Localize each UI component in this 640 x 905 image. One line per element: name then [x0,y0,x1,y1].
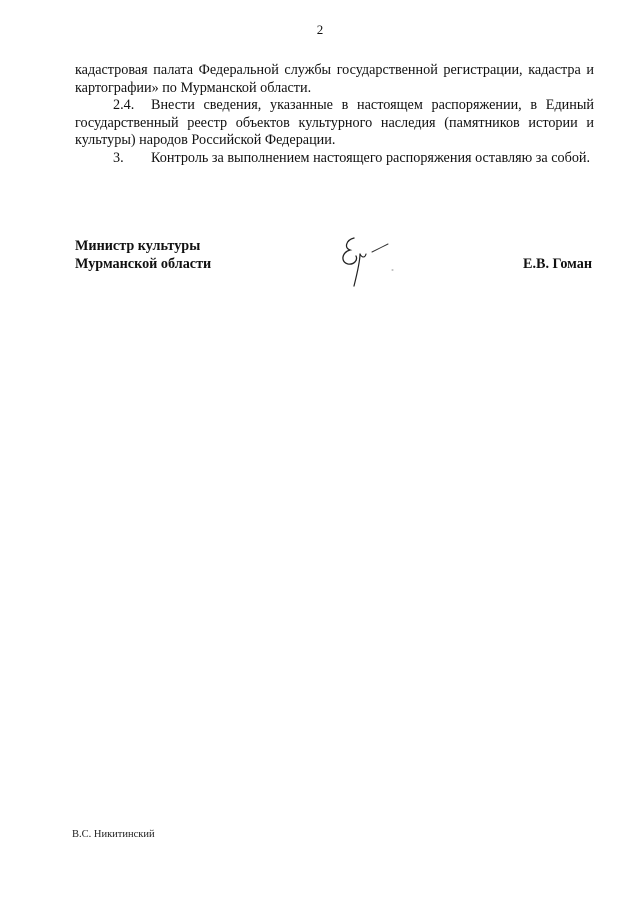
signatory-title-line2: Мурманской области [75,256,212,272]
executor-name: В.С. Никитинский [72,829,155,840]
handwritten-signature-icon [332,230,412,290]
paragraph-number: 2.4. [113,97,135,113]
paragraph-text: кадастровая палата Федеральной службы государственной регистрации, кадастра и картографии» по Мурманской области. [75,62,594,96]
paragraph-3 [75,150,594,168]
paragraph-number: 3. [113,150,124,166]
page-number: 2 [316,22,324,37]
paragraph-2-4 [75,97,594,150]
paragraph-text: Контроль за выполнением настоящего распоряжения оставляю за собой. [151,150,591,166]
paragraph-text: Внести сведения, указанные в настоящем распоряжении, в Единый государственный реестр объектов культурного наследия (памятников истории и культуры) народов Российской Федерации. [75,97,594,149]
signatory-title [75,237,211,273]
signatory-name: Е.В. Гоман [522,256,592,272]
signatory-title-line1: Министр культуры [75,238,201,254]
paragraph-continuation [75,62,594,97]
